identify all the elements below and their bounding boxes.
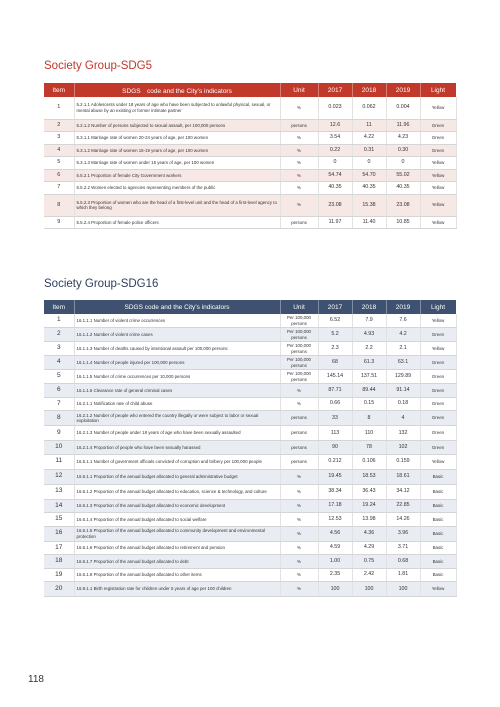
value-2019-cell: 0.68 <box>386 555 420 569</box>
sdg5-table <box>44 83 457 229</box>
col-2018: 2018 <box>352 300 386 314</box>
value-2019-cell: 129.89 <box>386 370 420 384</box>
value-2018-cell: 100 <box>352 582 386 597</box>
value-2017-cell: 2.3 <box>318 342 352 356</box>
item-cell: 2 <box>44 119 74 132</box>
unit-cell: % <box>280 582 318 597</box>
value-2017-cell: 90 <box>318 441 352 455</box>
unit-cell: persons <box>280 426 318 441</box>
indicator-cell: 16.1.1.5 Number of crime occurrences per 10,000 persons <box>74 370 280 384</box>
item-cell: 8 <box>44 411 74 426</box>
col-indicator: SDGS code and the City’s indicators <box>74 300 280 314</box>
value-2018-cell: 4.93 <box>352 328 386 342</box>
unit-cell: % <box>280 182 318 195</box>
light-cell: Green <box>420 356 456 370</box>
item-cell: 11 <box>44 454 74 469</box>
value-2018-cell: 0.062 <box>352 97 386 119</box>
value-2018-cell: 18.53 <box>352 469 386 484</box>
unit-cell: % <box>280 484 318 499</box>
value-2018-cell: 137.51 <box>352 370 386 384</box>
table-row <box>44 356 456 370</box>
indicator-cell: 16.2.1.3 Number of people under 18 years of age who have been sexually assaulted <box>74 426 280 441</box>
col-2017: 2017 <box>318 300 352 314</box>
value-2018-cell: 61.3 <box>352 356 386 370</box>
unit-cell: Per 100,000 persons <box>280 328 318 342</box>
value-2018-cell: 78 <box>352 441 386 455</box>
table-row <box>44 555 456 569</box>
table-row <box>44 454 456 469</box>
table-header-row <box>44 83 456 97</box>
value-2017-cell: 87.71 <box>318 384 352 398</box>
col-2018: 2018 <box>352 83 386 97</box>
unit-cell: % <box>280 541 318 555</box>
item-cell: 1 <box>44 97 74 119</box>
light-cell: Yellow <box>420 314 456 328</box>
value-2019-cell: 100 <box>386 582 420 597</box>
table-row <box>44 426 456 441</box>
value-2018-cell: 11 <box>352 119 386 132</box>
item-cell: 3 <box>44 132 74 145</box>
unit-cell: persons <box>280 411 318 426</box>
col-unit: Unit <box>280 83 318 97</box>
table-row <box>44 182 456 195</box>
table-row <box>44 342 456 356</box>
value-2018-cell: 19.24 <box>352 499 386 513</box>
table-row <box>44 169 456 182</box>
value-2019-cell: 23.08 <box>386 194 420 216</box>
value-2018-cell: 15.38 <box>352 194 386 216</box>
light-cell: Yellow <box>420 194 456 216</box>
value-2019-cell: 0.159 <box>386 454 420 469</box>
light-cell: Basic <box>420 541 456 555</box>
table-header-row <box>44 300 456 314</box>
indicator-cell: 16.1.1.1 Number of violent crime occurrences <box>74 314 280 328</box>
value-2019-cell: 22.85 <box>386 499 420 513</box>
table-row <box>44 194 456 216</box>
light-cell: Yellow <box>420 169 456 182</box>
unit-cell: % <box>280 132 318 145</box>
item-cell: 16 <box>44 526 74 541</box>
item-cell: 4 <box>44 144 74 157</box>
value-2017-cell: 1.00 <box>318 555 352 569</box>
value-2017-cell: 100 <box>318 582 352 597</box>
indicator-cell: 5.3.1.3 Marriage rate of women under 15 years of age, per 100 women <box>74 157 280 170</box>
item-cell: 20 <box>44 582 74 597</box>
item-cell: 6 <box>44 169 74 182</box>
value-2017-cell: 0.66 <box>318 397 352 411</box>
unit-cell: % <box>280 97 318 119</box>
value-2017-cell: 12.53 <box>318 513 352 527</box>
value-2017-cell: 11.97 <box>318 216 352 229</box>
unit-cell: Per 100,000 persons <box>280 314 318 328</box>
value-2019-cell: 0.30 <box>386 144 420 157</box>
item-cell: 13 <box>44 484 74 499</box>
light-cell: Yellow <box>420 582 456 597</box>
col-2017: 2017 <box>318 83 352 97</box>
value-2017-cell: 40.35 <box>318 182 352 195</box>
unit-cell: % <box>280 469 318 484</box>
value-2017-cell: 3.54 <box>318 132 352 145</box>
light-cell: Basic <box>420 526 456 541</box>
indicator-cell: 16.6.1.2 Proportion of the annual budget allocated to education, science & technology, and culture <box>74 484 280 499</box>
light-cell: Yellow <box>420 454 456 469</box>
unit-cell: Per 100,000 persons <box>280 342 318 356</box>
value-2018-cell: 11.40 <box>352 216 386 229</box>
value-2018-cell: 8 <box>352 411 386 426</box>
table-row <box>44 526 456 541</box>
indicator-cell: 16.5.1.1 Number of government officials convicted of corruption and bribery per 100,000 people <box>74 454 280 469</box>
item-cell: 5 <box>44 157 74 170</box>
value-2018-cell: 2.2 <box>352 342 386 356</box>
indicator-cell: 5.5.2.1 Proportion of female City Government workers <box>74 169 280 182</box>
light-cell: Green <box>420 384 456 398</box>
value-2019-cell: 0.18 <box>386 397 420 411</box>
light-cell: Green <box>420 328 456 342</box>
table-row <box>44 157 456 170</box>
unit-cell: % <box>280 144 318 157</box>
light-cell: Basic <box>420 555 456 569</box>
value-2018-cell: 0.15 <box>352 397 386 411</box>
value-2019-cell: 0.004 <box>386 97 420 119</box>
light-cell: Green <box>420 441 456 455</box>
table-row <box>44 314 456 328</box>
light-cell: Yellow <box>420 342 456 356</box>
item-cell: 2 <box>44 328 74 342</box>
value-2018-cell: 13.98 <box>352 513 386 527</box>
value-2017-cell: 17.18 <box>318 499 352 513</box>
value-2019-cell: 0 <box>386 157 420 170</box>
item-cell: 10 <box>44 441 74 455</box>
value-2017-cell: 23.08 <box>318 194 352 216</box>
table-row <box>44 328 456 342</box>
unit-cell: % <box>280 513 318 527</box>
value-2018-cell: 54.70 <box>352 169 386 182</box>
col-unit: Unit <box>280 300 318 314</box>
light-cell: Basic <box>420 568 456 582</box>
sdg16-table <box>44 300 457 597</box>
item-cell: 4 <box>44 356 74 370</box>
item-cell: 7 <box>44 182 74 195</box>
value-2017-cell: 0 <box>318 157 352 170</box>
light-cell: Basic <box>420 513 456 527</box>
item-cell: 9 <box>44 216 74 229</box>
unit-cell: % <box>280 397 318 411</box>
value-2018-cell: 4.36 <box>352 526 386 541</box>
indicator-cell: 16.6.1.7 Proportion of the annual budget allocated to debt <box>74 555 280 569</box>
value-2019-cell: 7.6 <box>386 314 420 328</box>
value-2019-cell: 14.26 <box>386 513 420 527</box>
light-cell: Basic <box>420 499 456 513</box>
value-2018-cell: 40.35 <box>352 182 386 195</box>
value-2019-cell: 18.61 <box>386 469 420 484</box>
indicator-cell: 5.5.2.3 Proportion of women who are the head of a first-level unit and the head of a first-level agency to which they belong <box>74 194 280 216</box>
indicator-cell: 16.1.1.6 Clearance rate of general criminal cases <box>74 384 280 398</box>
table-row <box>44 568 456 582</box>
unit-cell: persons <box>280 441 318 455</box>
value-2019-cell: 10.85 <box>386 216 420 229</box>
table-row <box>44 541 456 555</box>
light-cell: Yellow <box>420 97 456 119</box>
unit-cell: % <box>280 194 318 216</box>
value-2017-cell: 0.22 <box>318 144 352 157</box>
value-2018-cell: 7.9 <box>352 314 386 328</box>
value-2018-cell: 4.22 <box>352 132 386 145</box>
light-cell: Green <box>420 119 456 132</box>
light-cell: Basic <box>420 484 456 499</box>
unit-cell: persons <box>280 216 318 229</box>
value-2018-cell: 89.44 <box>352 384 386 398</box>
item-cell: 8 <box>44 194 74 216</box>
indicator-cell: 16.9.1.1 Birth registration rate for children under 5 years of age per 100 children <box>74 582 280 597</box>
sdg16-section-title: Society Group-SDG16 <box>44 278 159 290</box>
indicator-cell: 5.3.1.2 Marriage rate of women 15-19 years of age, per 100 women <box>74 144 280 157</box>
table-row <box>44 582 456 597</box>
value-2019-cell: 132 <box>386 426 420 441</box>
value-2017-cell: 68 <box>318 356 352 370</box>
value-2017-cell: 54.74 <box>318 169 352 182</box>
unit-cell: % <box>280 499 318 513</box>
sdg5-section-title: Society Group-SDG5 <box>44 60 153 72</box>
unit-cell: % <box>280 555 318 569</box>
table-row <box>44 216 456 229</box>
value-2017-cell: 33 <box>318 411 352 426</box>
unit-cell: % <box>280 157 318 170</box>
unit-cell: persons <box>280 119 318 132</box>
value-2019-cell: 11.96 <box>386 119 420 132</box>
indicator-cell: 5.3.1.1 Marriage rate of women 20-24 years of age, per 100 women <box>74 132 280 145</box>
indicator-cell: 16.1.1.3 Number of deaths caused by intentional assault per 100,000 persons <box>74 342 280 356</box>
value-2019-cell: 34.12 <box>386 484 420 499</box>
unit-cell: % <box>280 526 318 541</box>
item-cell: 15 <box>44 513 74 527</box>
value-2019-cell: 40.35 <box>386 182 420 195</box>
indicator-cell: 16.6.1.3 Proportion of the annual budget allocated to economic development <box>74 499 280 513</box>
value-2019-cell: 91.14 <box>386 384 420 398</box>
table-row <box>44 384 456 398</box>
value-2017-cell: 4.56 <box>318 526 352 541</box>
light-cell: Yellow <box>420 216 456 229</box>
value-2017-cell: 5.2 <box>318 328 352 342</box>
table-row <box>44 441 456 455</box>
light-cell: Green <box>420 144 456 157</box>
value-2019-cell: 4.2 <box>386 328 420 342</box>
value-2019-cell: 102 <box>386 441 420 455</box>
value-2017-cell: 6.52 <box>318 314 352 328</box>
col-2019: 2019 <box>386 300 420 314</box>
value-2018-cell: 2.42 <box>352 568 386 582</box>
light-cell: Green <box>420 370 456 384</box>
table-row <box>44 484 456 499</box>
table-row <box>44 411 456 426</box>
indicator-cell: 5.5.2.2 Women elected to agencies representing members of the public <box>74 182 280 195</box>
value-2019-cell: 55.02 <box>386 169 420 182</box>
table-row <box>44 97 456 119</box>
item-cell: 18 <box>44 555 74 569</box>
value-2018-cell: 4.29 <box>352 541 386 555</box>
item-cell: 9 <box>44 426 74 441</box>
unit-cell: persons <box>280 454 318 469</box>
col-indicator: SDGS code and the City’s indicators <box>74 83 280 97</box>
value-2017-cell: 19.45 <box>318 469 352 484</box>
value-2019-cell: 2.1 <box>386 342 420 356</box>
value-2017-cell: 4.59 <box>318 541 352 555</box>
indicator-cell: 16.2.1.1 Notification rate of child abuse <box>74 397 280 411</box>
value-2018-cell: 0.31 <box>352 144 386 157</box>
light-cell: Yellow <box>420 182 456 195</box>
unit-cell: Per 100,000 persons <box>280 370 318 384</box>
value-2019-cell: 3.96 <box>386 526 420 541</box>
value-2017-cell: 0.023 <box>318 97 352 119</box>
col-light: Light <box>420 83 456 97</box>
light-cell: Basic <box>420 469 456 484</box>
indicator-cell: 16.1.1.2 Number of violent crime cases <box>74 328 280 342</box>
unit-cell: % <box>280 384 318 398</box>
item-cell: 6 <box>44 384 74 398</box>
unit-cell: % <box>280 169 318 182</box>
value-2017-cell: 145.14 <box>318 370 352 384</box>
indicator-cell: 16.6.1.8 Proportion of the annual budget allocated to other items <box>74 568 280 582</box>
light-cell: Green <box>420 411 456 426</box>
value-2019-cell: 63.1 <box>386 356 420 370</box>
item-cell: 19 <box>44 568 74 582</box>
indicator-cell: 5.2.1.1 Adolescents under 18 years of age who have been subjected to unlawful physical, sexual, or mental abuse by an existing or former intimate partner <box>74 97 280 119</box>
item-cell: 3 <box>44 342 74 356</box>
indicator-cell: 16.1.1.4 Number of people injured per 100,000 persons <box>74 356 280 370</box>
value-2017-cell: 12.6 <box>318 119 352 132</box>
indicator-cell: 16.2.1.2 Number of people who entered the country illegally or were subject to labor or sexual exploitation <box>74 411 280 426</box>
value-2018-cell: 36.43 <box>352 484 386 499</box>
unit-cell: Per 100,000 persons <box>280 356 318 370</box>
page-number: 118 <box>28 674 44 685</box>
table-row <box>44 370 456 384</box>
value-2018-cell: 110 <box>352 426 386 441</box>
col-item: Item <box>44 83 74 97</box>
value-2018-cell: 0.75 <box>352 555 386 569</box>
indicator-cell: 16.6.1.6 Proportion of the annual budget allocated to retirement and pension <box>74 541 280 555</box>
value-2017-cell: 38.34 <box>318 484 352 499</box>
table-row <box>44 469 456 484</box>
value-2017-cell: 0.212 <box>318 454 352 469</box>
value-2019-cell: 3.71 <box>386 541 420 555</box>
light-cell: Yellow <box>420 157 456 170</box>
value-2019-cell: 1.81 <box>386 568 420 582</box>
light-cell: Green <box>420 426 456 441</box>
indicator-cell: 16.2.1.4 Proportion of people who have been sexually harassed <box>74 441 280 455</box>
indicator-cell: 16.6.1.5 Proportion of the annual budget allocated to community development and environmental protection <box>74 526 280 541</box>
table-row <box>44 119 456 132</box>
table-row <box>44 144 456 157</box>
value-2019-cell: 4.23 <box>386 132 420 145</box>
item-cell: 7 <box>44 397 74 411</box>
indicator-cell: 16.6.1.1 Proportion of the annual budget allocated to general administrative budget <box>74 469 280 484</box>
col-light: Light <box>420 300 456 314</box>
item-cell: 12 <box>44 469 74 484</box>
table-row <box>44 132 456 145</box>
item-cell: 17 <box>44 541 74 555</box>
item-cell: 5 <box>44 370 74 384</box>
indicator-cell: 16.6.1.4 Proportion of the annual budget allocated to social welfare <box>74 513 280 527</box>
item-cell: 1 <box>44 314 74 328</box>
value-2019-cell: 4 <box>386 411 420 426</box>
light-cell: Green <box>420 132 456 145</box>
unit-cell: % <box>280 568 318 582</box>
col-2019: 2019 <box>386 83 420 97</box>
value-2017-cell: 113 <box>318 426 352 441</box>
table-row <box>44 499 456 513</box>
value-2018-cell: 0 <box>352 157 386 170</box>
item-cell: 14 <box>44 499 74 513</box>
light-cell: Green <box>420 397 456 411</box>
table-row <box>44 513 456 527</box>
indicator-cell: 5.2.1.2 Number of persons subjected to sexual assault, per 100,000 persons <box>74 119 280 132</box>
table-row <box>44 397 456 411</box>
col-item: Item <box>44 300 74 314</box>
value-2017-cell: 2.35 <box>318 568 352 582</box>
indicator-cell: 5.5.2.4 Proportion of female police officers <box>74 216 280 229</box>
value-2018-cell: 0.106 <box>352 454 386 469</box>
